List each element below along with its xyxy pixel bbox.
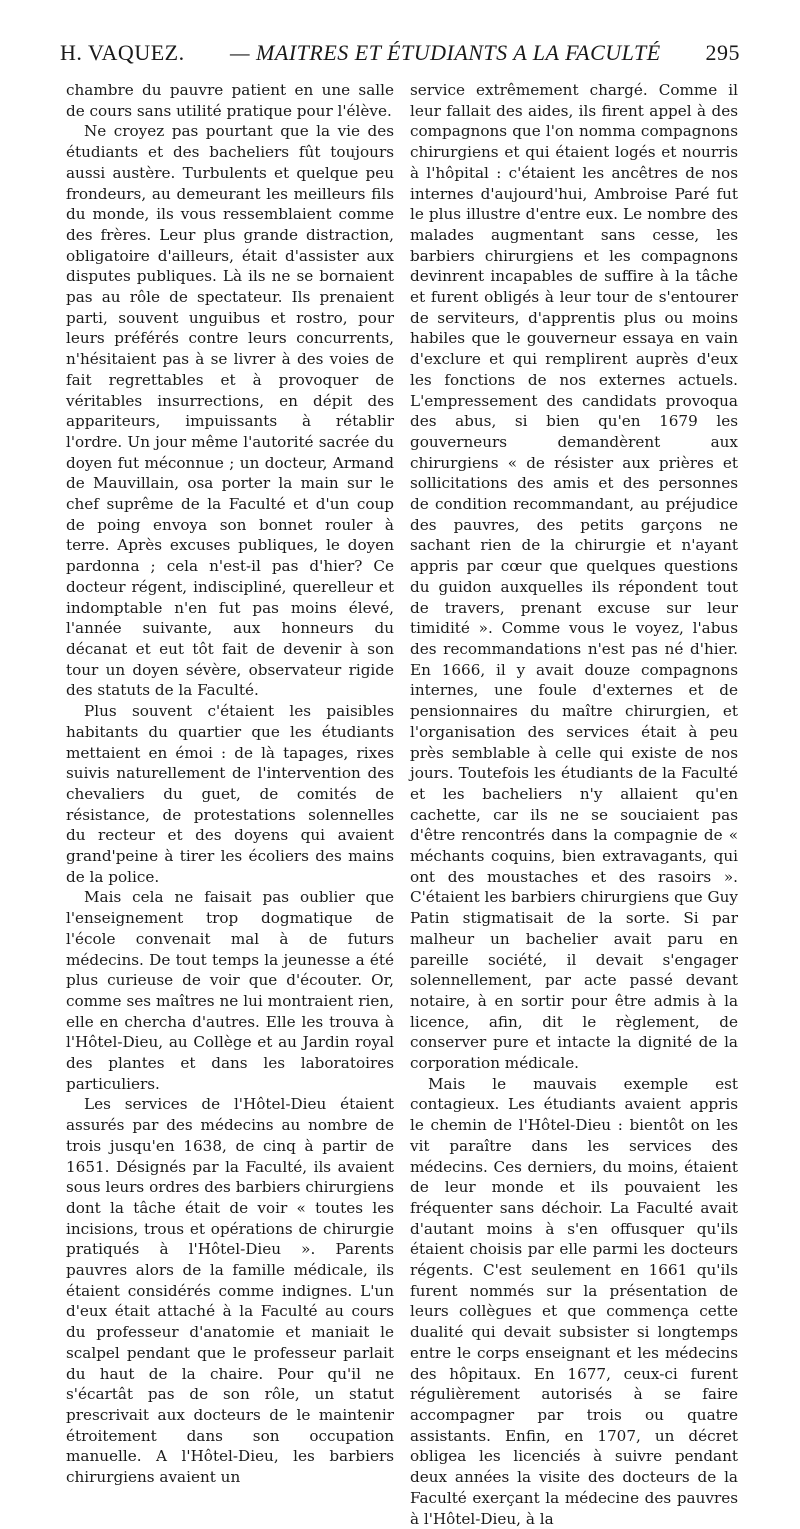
paragraph: Les services de l'Hôtel-Dieu étaient assurés par des médecins au nombre de trois jusqu'en 1638, de cinq à partir de 1651. Désignés par la Faculté, ils avaient sous leurs ordres des barbiers chirurgiens dont la tâche était de voir « toutes les incisions, trous et opérations de chirurgie pratiqués à l'Hôtel-Dieu ». Parents pauvres alors de la famille médicale, ils étaient considérés comme indignes. L'un d'eux était attaché à la Faculté au cours du professeur d'anatomie et maniait le scalpel pendant que le professeur parlait du haut de la chaire. Pour qu'il ne s'écartât pas de son rôle, un statut prescrivait aux docteurs de le maintenir étroitement dans son occupation manuelle. A l'Hôtel-Dieu, les barbiers chirurgiens avaient un bbox=[66, 1095, 394, 1487]
header-title: — MAITRES ET ÉTUDIANTS A LA FACULTÉ bbox=[230, 40, 661, 65]
paragraph: Mais cela ne faisait pas oublier que l'enseignement trop dogmatique de l'école convenait mal à de futurs médecins. De tout temps la jeunesse a été plus curieuse de voir que d'écouter. Or, comme ses maîtres ne lui montraient rien, elle en chercha d'autres. Elle les trouva à l'Hôtel-Dieu, au Collège et au Jardin royal des plantes et dans les laboratoires particuliers. bbox=[66, 888, 394, 1093]
paragraph: chambre du pauvre patient en une salle de cours sans utilité pratique pour l'élève. bbox=[66, 81, 394, 120]
running-header bbox=[60, 38, 740, 74]
paragraph: service extrêmement chargé. Comme il leur fallait des aides, ils firent appel à des compagnons que l'on nomma compagnons chirurgiens et qui étaient logés et nourris à l'hôpital : c'étaient les ancêtres de nos internes d'aujourd'hui, Ambroise Paré fut le plus illustre d'entre eux. Le nombre des malades augmentant sans cesse, les barbiers chirurgiens et les compagnons devinrent incapables de suffire à la tâche et furent obligés à leur tour de s'entourer de serviteurs, d'apprentis plus ou moins habiles que le gouverneur essaya en vain d'exclure et qui remplirent auprès d'eux les fonctions de nos externes actuels. L'empressement des candidats provoqua des abus, si bien qu'en 1679 les gouverneurs demandèrent aux chirurgiens « de résister aux prières et sollicitations des amis et des personnes de condition recommandant, au préjudice des pauvres, des petits garçons ne sachant rien de la chirurgie et n'ayant appris par cœur que quelques questions du guidon auxquelles ils répondent tout de travers, prenant excuse sur leur timidité ». Comme vous le voyez, l'abus des recommandations n'est pas né d'hier. En 1666, il y avait douze compagnons internes, une foule d'externes et de pensionnaires du maître chirurgien, et l'organisation des services était à peu près semblable à celle qui existe de nos jours. Toutefois les étudiants de la Faculté et les bacheliers n'y allaient qu'en cachette, car ils ne se souciaient pas d'être rencontrés dans la compagnie de « méchants coquins, bien extravagants, qui ont des moustaches et des rasoirs ». C'étaient les barbiers chirurgiens que Guy Patin stigmatisait de la sorte. Si par malheur un bachelier avait paru en pareille société, il devait s'engager solennellement, par acte passé devant notaire, à en sortir pour être admis à la licence, afin, dit le règlement, de conserver pure et intacte la dignité de la corporation médicale. bbox=[410, 81, 738, 1073]
paragraph: Mais le mauvais exemple est contagieux. Les étudiants avaient appris le chemin de l'Hôtel-Dieu : bientôt on les vit paraître dans les services des médecins. Ces derniers, du moins, étaient de leur monde et ils pouvaient les fréquenter sans déchoir. La Faculté avait d'autant moins à s'en offusquer qu'ils étaient choisis par elle parmi les docteurs régents. C'est seulement en 1661 qu'ils furent nommés sur la présentation de leurs collègues et que commença cette dualité qui devait subsister si longtemps entre le corps enseignant et les médecins des hôpitaux. En 1677, ceux-ci furent régulièrement autorisés à se faire accompagner par trois ou quatre assistants. Enfin, en 1707, un décret obligea les licenciés à suivre pendant deux années la visite des docteurs de la Faculté exerçant la médecine des pauvres à l'Hôtel-Dieu, à la bbox=[410, 1074, 738, 1528]
page-number: 295 bbox=[705, 40, 740, 65]
paragraph: Plus souvent c'étaient les paisibles habitants du quartier que les étudiants mettaient en émoi : de là tapages, rixes suivis naturellement de l'intervention des chevaliers du guet, de comités de résistance, de protestations solennelles du recteur et des doyens qui avaient grand'peine à tirer les écoliers des mains de la police. bbox=[66, 702, 394, 886]
left-column bbox=[66, 80, 394, 1488]
right-column bbox=[410, 80, 738, 1529]
header-author: H. VAQUEZ. bbox=[60, 40, 185, 65]
paragraph: Ne croyez pas pourtant que la vie des étudiants et des bacheliers fût toujours aussi austère. Turbulents et quelque peu frondeurs, au demeurant les meilleurs fils du monde, ils vous ressemblaient comme des frères. Leur plus grande distraction, obligatoire d'ailleurs, était d'assister aux disputes publiques. Là ils ne se bornaient pas au rôle de spectateur. Ils prenaient parti, souvent unguibus et rostro, pour leurs préférés contre leurs concurrents, n'hésitaient pas à se livrer à des voies de fait regrettables et à provoquer de véritables insurrections, en dépit des appariteurs, impuissants à rétablir l'ordre. Un jour même l'autorité sacrée du doyen fut méconnue ; un docteur, Armand de Mauvillain, osa porter la main sur le chef suprême de la Faculté et d'un coup de poing envoya son bonnet rouler à terre. Après excuses publiques, le doyen pardonna ; cela n'est-il pas d'hier? Ce docteur régent, indiscipliné, querelleur et indomptable n'en fut pas moins élevé, l'année suivante, aux honneurs du décanat et eut tôt fait de devenir à son tour un doyen sévère, observateur rigide des statuts de la Faculté. bbox=[66, 122, 394, 700]
